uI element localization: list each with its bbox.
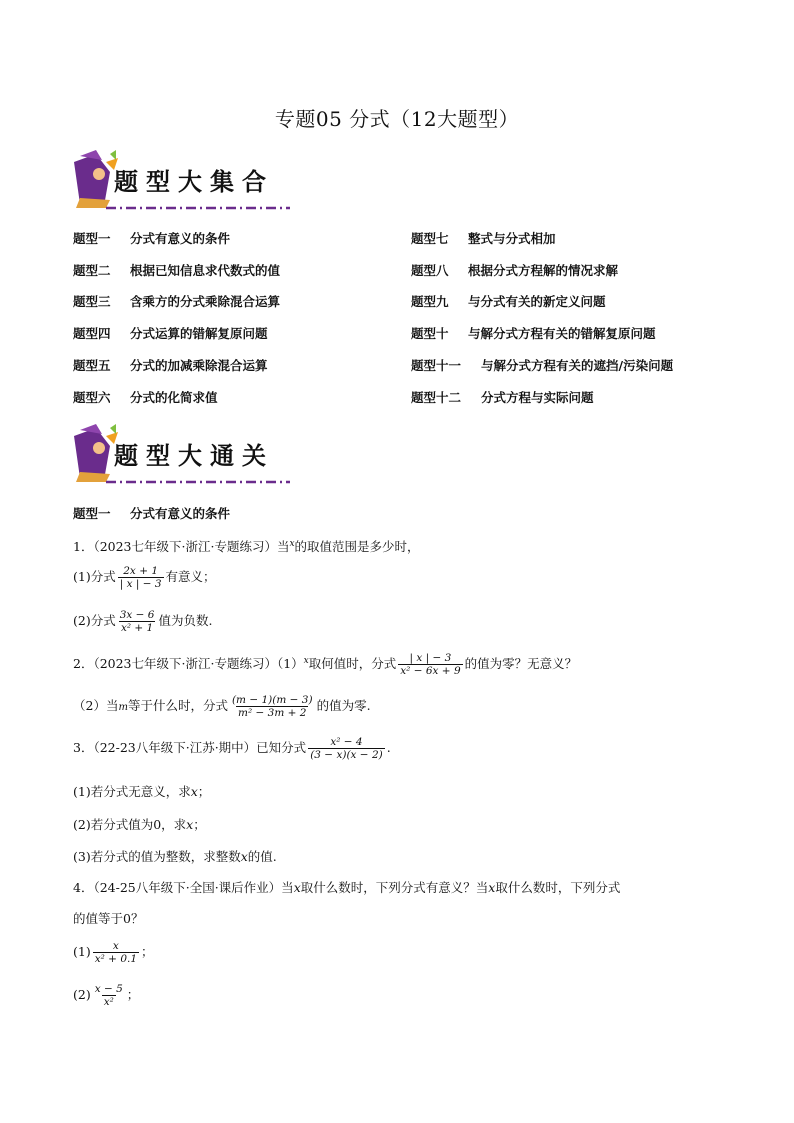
toc-item: 题型四 分式运算的错解复原问题 [73, 326, 268, 341]
toc-item: 题型一 分式有意义的条件 [73, 231, 231, 246]
question-1-part-1: (1)分式 $\frac{2x + 1}{| x | - 3}$ 有意义； [73, 565, 216, 590]
toc-item: 题型十二 分式方程与实际问题 [411, 390, 594, 405]
toc-item: 题型六 分式的化简求值 [73, 390, 218, 405]
question-1: 1．（2023七年级下·浙江·专题练习）当$^x$的取值范围是多少时， [73, 538, 420, 554]
question-3-part-3: (3)若分式的值为整数，求整数x的值. [73, 849, 277, 864]
question-4-line-2: 的值等于0？ [73, 911, 144, 926]
page-title: 专题05 分式（12大题型） [274, 107, 520, 131]
question-4: 4．（24-25八年级下·全国·课后作业）当x取什么数时，下列分式有意义？当x取什么数时，下列分式 [73, 880, 621, 895]
toc-item: 题型九 与分式有关的新定义问题 [411, 294, 606, 309]
question-3-part-1: (1)若分式无意义，求x； [73, 784, 211, 799]
toc-item: 题型十一 与解分式方程有关的遮挡/污染问题 [411, 358, 674, 373]
toc-item: 题型三 含乘方的分式乘除混合运算 [73, 294, 281, 309]
banner-title: 题型大集合 [114, 167, 274, 196]
toc-item: 题型七 整式与分式相加 [411, 231, 556, 246]
question-3-part-2: (2)若分式值为0，求x； [73, 817, 206, 832]
section-heading: 题型一 分式有意义的条件 [73, 506, 231, 521]
banner-section-overview [66, 148, 296, 218]
question-2: 2．（2023七年级下·浙江·专题练习）$(1)^x$取何值时，分式 $\frac{| x | - 3}{\text{x² − 6x + 9}}$ 的值为零？无意义？ [73, 652, 578, 677]
toc-item: 题型二 根据已知信息求代数式的值 [73, 263, 281, 278]
toc-item: 题型十 与解分式方程有关的错解复原问题 [411, 326, 656, 341]
question-4-part-2: (2) $\frac{x - 5}{\text{x²}}$ ； [73, 983, 140, 1008]
question-1-part-2: (2)分式 $\frac{3x - 6}{\text{x² + 1}}$ 值为负数. [73, 609, 213, 634]
banner-section-practice [66, 422, 296, 492]
toc-item: 题型五 分式的加减乘除混合运算 [73, 358, 268, 373]
question-3: 3．（22-23八年级下·江苏·期中）已知分式 $\frac{\text{x² − 4}}{(3 - x)(x - 2)}$ . [73, 736, 391, 761]
question-4-part-1: (1) $\frac{x}{\text{x² + 0.1}}$ ； [73, 940, 154, 965]
toc-item: 题型八 根据分式方程解的情况求解 [411, 263, 619, 278]
banner-title: 题型大通关 [114, 441, 274, 470]
question-2-part-2: （2）当m等于什么时，分式 $\frac{(m - 1)(m - 3)}{\text{m² − 3m + 2}}$ 的值为零. [73, 694, 371, 719]
